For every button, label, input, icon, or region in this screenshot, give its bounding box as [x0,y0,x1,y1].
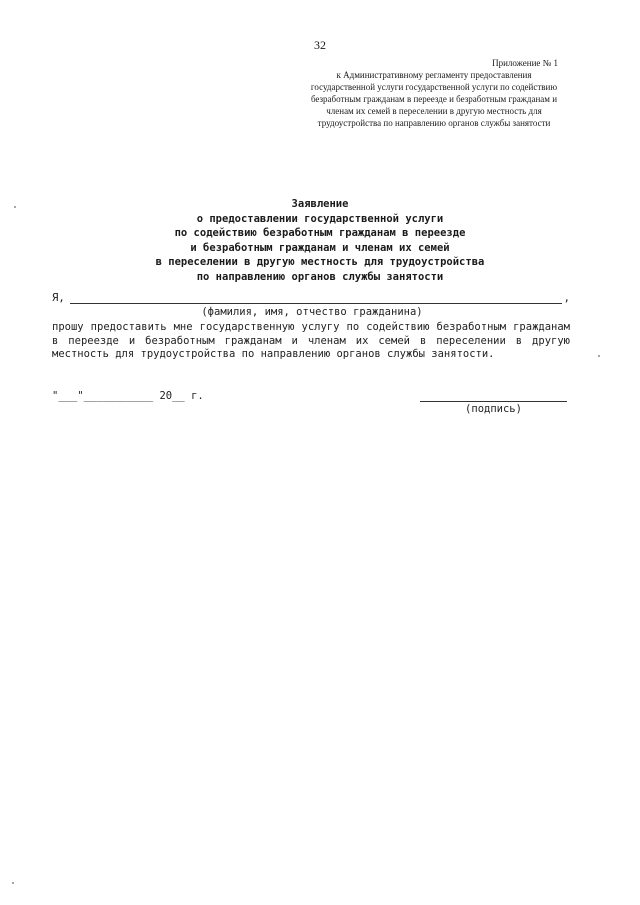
scan-speck [14,206,16,208]
name-suffix: , [563,292,570,304]
name-prefix: Я, [52,292,65,304]
request-paragraph: прошу предоставить мне государственную услугу по содействию безработным гражданам в переезде и безработным гражданам и членам их семей в переселении в другую местность для трудоустройства по направлению органов службы занятости. [52,321,570,360]
appendix-title: Приложение № 1 [492,58,558,68]
applicant-name-field[interactable] [70,303,562,304]
appendix-line: государственной услуги государственной услуги по содействию [310,82,558,92]
applicant-name-line [52,292,572,306]
appendix-note [276,57,592,129]
appendix-line: безработным гражданам в переезде и безработным гражданам и [310,94,558,104]
title-line: в переселении в другую местность для трудоустройства [155,256,485,268]
title-line: и безработным гражданам и членам их семей [190,241,450,254]
name-caption: (фамилия, имя, отчество гражданина) [201,306,423,318]
document-title [110,197,530,284]
scan-speck [598,355,600,357]
appendix-line: трудоустройства по направлению органов службы занятости [317,118,551,128]
scan-speck [12,882,14,884]
signature-caption: (подпись) [465,403,522,415]
page-number: 32 [314,38,326,52]
title-line: по содействию безработным гражданам в переезде [174,227,466,239]
date-field[interactable]: "___"___________ 20__ г. [52,390,204,402]
appendix-line: к Административному регламенту предоставления [336,70,532,80]
title-line: о предоставлении государственной услуги [196,212,444,225]
appendix-line: членам их семей в переселении в другую местность для [326,106,542,116]
title-line: по направлению органов службы занятости [196,270,444,283]
title-heading: Заявление [291,198,349,210]
signature-field[interactable] [420,401,567,402]
